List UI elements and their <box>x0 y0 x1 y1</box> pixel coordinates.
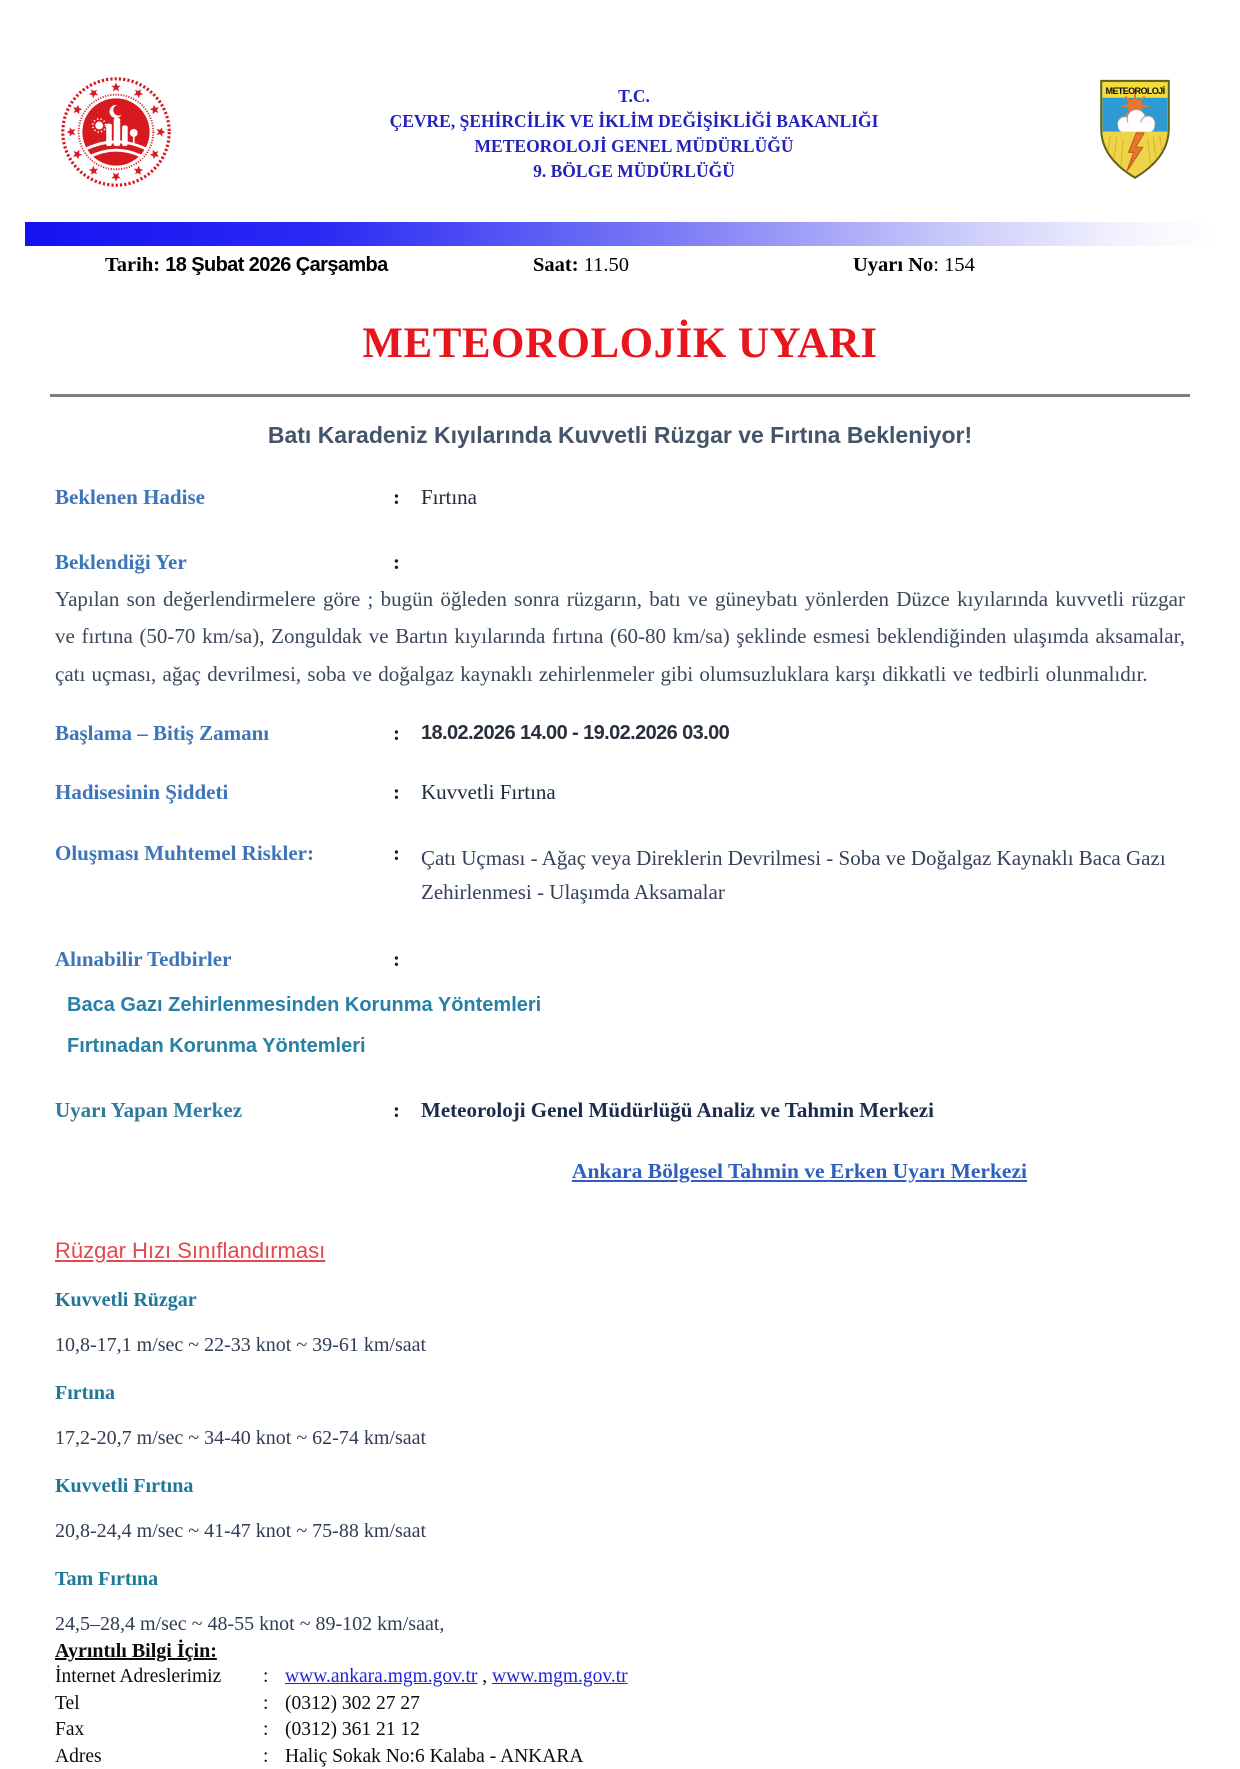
date-value: 18 Şubat 2026 Çarşamba <box>165 254 388 276</box>
field-row-possible-risks <box>55 841 1185 909</box>
time-value: 11.50 <box>583 254 630 276</box>
start-end-time-label: Başlama – Bitiş Zamanı <box>55 721 270 746</box>
start-end-time-colon: : <box>393 721 400 746</box>
fax-value: (0312) 361 21 12 <box>285 1719 420 1741</box>
page-title: METEOROLOJİK UYARI <box>362 320 878 367</box>
start-end-time-value: 18.02.2026 14.00 - 19.02.2026 03.00 <box>421 722 730 745</box>
ankara-center-link[interactable]: Ankara Bölgesel Tahmin ve Erken Uyarı Merkezi <box>571 1159 1027 1184</box>
tel-colon: : <box>263 1692 269 1714</box>
website-row <box>55 1665 1185 1690</box>
time-field <box>533 254 853 277</box>
wind-class-name: Fırtına <box>55 1382 115 1405</box>
address-value: Haliç Sokak No:6 Kalaba - ANKARA <box>285 1745 584 1767</box>
possible-risks-value: Çatı Uçması - Ağaç veya Direklerin Devrilmesi - Soba ve Doğalgaz Kaynaklı Baca Gazı Zehirlenmesi - Ulaşımda Aksamalar <box>421 846 1166 905</box>
meteoroloji-shield-icon <box>1096 76 1174 182</box>
wind-classification-heading[interactable]: Rüzgar Hızı Sınıflandırması <box>55 1238 326 1264</box>
date-label: Tarih: <box>105 254 161 276</box>
precautions-label: Alınabilir Tedbirler <box>55 947 232 972</box>
warning-details <box>55 485 1185 1184</box>
org-line-tc: T.C. <box>618 86 650 106</box>
warning-center-colon: : <box>393 1098 400 1123</box>
website-link-ankara[interactable]: www.ankara.mgm.gov.tr <box>285 1666 478 1688</box>
expected-event-colon: : <box>393 485 400 509</box>
website-link-separator: , <box>477 1666 493 1688</box>
warning-no-label: Uyarı No <box>853 254 934 276</box>
detailed-info-heading: Ayrıntılı Bilgi İçin: <box>55 1640 217 1663</box>
organization-titles <box>172 76 1096 183</box>
blue-gradient-bar <box>25 222 1215 246</box>
meta-row <box>105 254 1215 277</box>
precautions-colon: : <box>393 947 400 972</box>
tel-row <box>55 1692 1185 1717</box>
wind-class-name: Kuvvetli Fırtına <box>55 1475 194 1498</box>
time-label: Saat: <box>533 254 579 276</box>
field-row-warning-center <box>55 1098 1185 1123</box>
expected-location-label: Beklendiği Yer <box>55 550 187 574</box>
org-line-region: 9. BÖLGE MÜDÜRLÜĞÜ <box>533 160 735 181</box>
tel-value: (0312) 302 27 27 <box>285 1692 420 1714</box>
document-header <box>0 0 1240 188</box>
fax-colon: : <box>263 1719 269 1741</box>
wind-class-name: Tam Fırtına <box>55 1568 159 1591</box>
expected-location-colon: : <box>393 550 400 574</box>
warning-center-value: Meteoroloji Genel Müdürlüğü Analiz ve Tahmin Merkezi <box>421 1098 934 1123</box>
field-row-start-end-time <box>55 721 1185 746</box>
org-line-ministry: ÇEVRE, ŞEHİRCİLİK VE İKLİM DEĞİŞİKLİĞİ BAKANLIĞI <box>389 110 879 131</box>
wind-class-range: 20,8-24,4 m/sec ~ 41-47 knot ~ 75-88 km/saat <box>55 1520 427 1543</box>
address-row <box>55 1745 1185 1769</box>
field-row-expected-event <box>55 485 1185 510</box>
severity-label: Hadisesinin Şiddeti <box>55 780 229 805</box>
severity-colon: : <box>393 780 400 805</box>
location-description: Yapılan son değerlendirmelere göre ; bugün öğleden sonra rüzgarın, batı ve güneybatı yönlerden Düzce kıyılarında kuvvetli rüzgar ve fırtına (50-70 km/sa), Zonguldak ve Bartın kıyılarında fırtına (60-80 km/sa) şeklinde esmesi beklendiğinden ulaşımda aksamalar, çatı uçması, ağaç devrilmesi, soba ve doğalgaz kaynaklı zehirlenmeler gibi olumsuzluklara karşı dikkatli ve tedbirli olunmalıdır. <box>55 587 1185 686</box>
website-label: İnternet Adreslerimiz <box>55 1666 222 1688</box>
wind-class-range: 10,8-17,1 m/sec ~ 22-33 knot ~ 39-61 km/saat <box>55 1334 427 1357</box>
fax-row <box>55 1718 1185 1743</box>
wind-class-name: Kuvvetli Rüzgar <box>55 1289 197 1312</box>
wind-class-range: 24,5–28,4 m/sec ~ 48-55 knot ~ 89-102 km/saat, <box>55 1613 445 1636</box>
field-row-severity <box>55 780 1185 805</box>
website-links <box>285 1665 628 1690</box>
divider-rule <box>50 394 1190 397</box>
fax-label: Fax <box>55 1719 85 1741</box>
precaution-link-storm[interactable]: Fırtınadan Korunma Yöntemleri <box>67 1035 366 1058</box>
field-row-precautions <box>55 947 1185 972</box>
possible-risks-colon: : <box>393 841 400 866</box>
website-colon: : <box>263 1666 269 1688</box>
ankara-center-link-row <box>55 1159 1027 1184</box>
website-link-mgm[interactable]: www.mgm.gov.tr <box>492 1666 628 1688</box>
org-line-directorate: METEOROLOJİ GENEL MÜDÜRLÜĞÜ <box>474 135 794 156</box>
warning-no-value: : 154 <box>933 254 975 276</box>
warning-center-label: Uyarı Yapan Merkez <box>55 1098 243 1123</box>
tel-label: Tel <box>55 1692 80 1714</box>
contact-footer <box>55 1640 1185 1769</box>
address-colon: : <box>263 1745 269 1767</box>
warning-no-field <box>853 254 1215 277</box>
severity-value: Kuvvetli Fırtına <box>421 780 556 805</box>
expected-event-label: Beklenen Hadise <box>55 485 205 509</box>
precaution-link-flue-gas[interactable]: Baca Gazı Zehirlenmesinden Korunma Yöntemleri <box>67 994 542 1017</box>
shield-logo-text: METEOROLOJİ <box>1105 85 1165 96</box>
government-emblem-icon <box>60 76 172 188</box>
possible-risks-label: Oluşması Muhtemel Riskler: <box>55 841 314 866</box>
field-row-expected-location <box>55 550 1185 575</box>
expected-event-value: Fırtına <box>421 485 477 509</box>
warning-subtitle: Batı Karadeniz Kıyılarında Kuvvetli Rüzgar ve Fırtına Bekleniyor! <box>267 422 973 448</box>
address-label: Adres <box>55 1745 102 1767</box>
wind-class-range: 17,2-20,7 m/sec ~ 34-40 knot ~ 62-74 km/saat <box>55 1427 427 1450</box>
date-field <box>105 254 533 277</box>
wind-classification-section <box>55 1238 1185 1636</box>
